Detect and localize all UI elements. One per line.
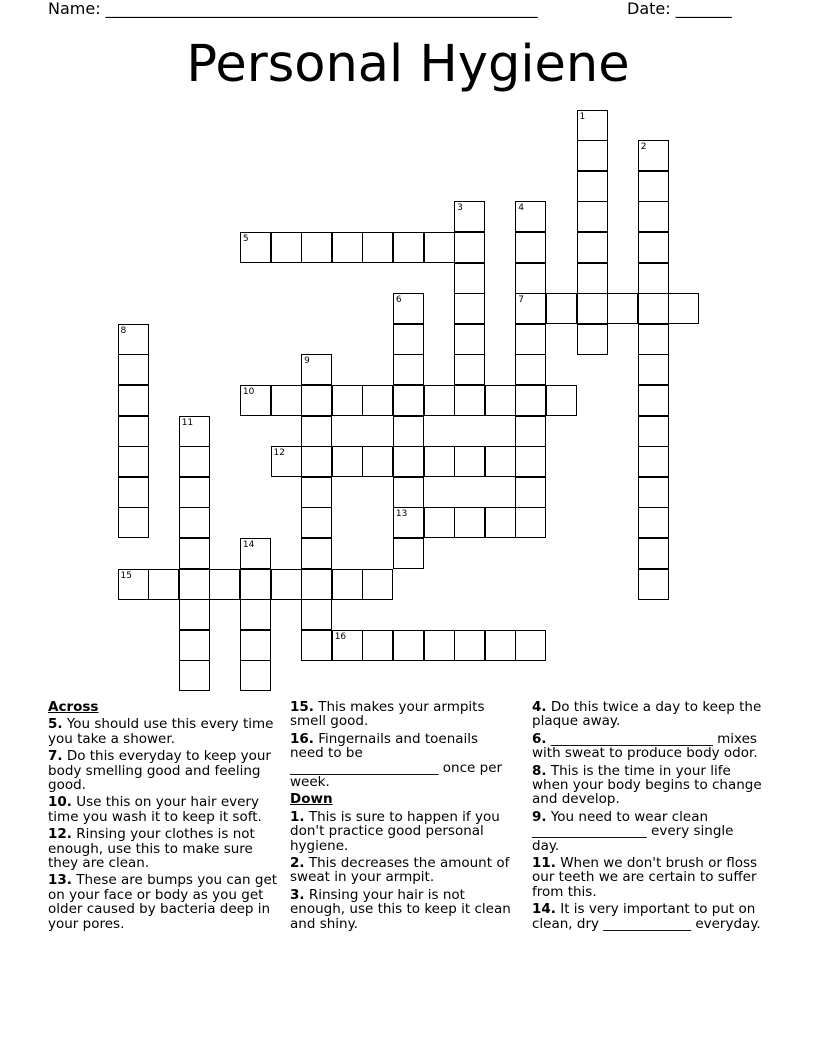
- grid-cell[interactable]: [240, 538, 271, 569]
- grid-cell[interactable]: [118, 477, 149, 508]
- clue-number: 8.: [532, 762, 547, 779]
- clue: [290, 856, 512, 885]
- clue-number: 15.: [290, 699, 314, 715]
- clue-text: This makes your armpits smell good.: [290, 699, 485, 730]
- clue-number: 2.: [290, 855, 305, 872]
- clue: [290, 810, 512, 853]
- grid-cell[interactable]: [271, 569, 302, 600]
- clue-number: 3: [457, 203, 463, 214]
- grid-cell[interactable]: [454, 263, 485, 294]
- grid-cell[interactable]: [179, 660, 210, 691]
- grid-cell[interactable]: [424, 630, 455, 661]
- grid-cell[interactable]: [301, 538, 332, 569]
- grid-cell[interactable]: [485, 446, 516, 477]
- grid-cell[interactable]: [515, 263, 546, 294]
- grid-cell[interactable]: [332, 569, 363, 600]
- grid-cell[interactable]: [301, 354, 332, 385]
- grid-cell[interactable]: [362, 569, 393, 600]
- grid-cell[interactable]: [393, 324, 424, 355]
- grid-cell[interactable]: [179, 477, 210, 508]
- grid-cell[interactable]: [301, 599, 332, 630]
- grid-cell[interactable]: [485, 630, 516, 661]
- grid-cell[interactable]: [332, 232, 363, 263]
- grid-cell[interactable]: [179, 446, 210, 477]
- clue: [48, 827, 280, 870]
- grid-cell[interactable]: [118, 446, 149, 477]
- clue-number: 3.: [290, 886, 305, 903]
- grid-cell[interactable]: [424, 232, 455, 263]
- clue-text: This is sure to happen if you don't practice good personal hygiene.: [290, 808, 500, 854]
- clue-number: 1: [579, 111, 586, 122]
- grid-cell[interactable]: [393, 416, 424, 447]
- grid-cell[interactable]: [118, 385, 149, 416]
- clues-column-3: [532, 700, 762, 934]
- grid-cell[interactable]: [393, 477, 424, 508]
- grid-cell[interactable]: [118, 507, 149, 538]
- grid-cell[interactable]: [393, 538, 424, 569]
- grid-cell[interactable]: [577, 201, 608, 232]
- grid-cell[interactable]: [515, 385, 546, 416]
- clue-text: Rinsing your hair is not enough, use this to keep it clean and shiny.: [290, 886, 511, 932]
- page-title: Personal Hygiene: [186, 35, 630, 94]
- clue-number: 10: [242, 386, 255, 397]
- clue-text: This is the time in your life when your body begins to change and develop.: [532, 762, 762, 808]
- clue-number: 11: [181, 417, 194, 428]
- clue-number: 15: [120, 570, 132, 581]
- clue-text: When we don't brush or floss our teeth we are certain to suffer from this.: [532, 855, 758, 900]
- grid-cell[interactable]: [607, 293, 638, 324]
- grid-cell[interactable]: [240, 232, 271, 263]
- grid-cell[interactable]: [638, 385, 669, 416]
- grid-cell[interactable]: [362, 630, 393, 661]
- clue: [532, 700, 762, 729]
- clue-number: 11.: [532, 855, 556, 872]
- grid-cell[interactable]: [577, 232, 608, 263]
- grid-cell[interactable]: [209, 569, 240, 600]
- grid-cell[interactable]: [179, 507, 210, 538]
- grid-cell[interactable]: [118, 324, 149, 355]
- grid-cell[interactable]: [638, 507, 669, 538]
- grid-cell[interactable]: [271, 232, 302, 263]
- clue: [48, 749, 280, 792]
- grid-cell[interactable]: [393, 232, 424, 263]
- grid-cell[interactable]: [454, 324, 485, 355]
- grid-cell[interactable]: [240, 569, 271, 600]
- grid-cell[interactable]: [332, 630, 363, 661]
- grid-cell[interactable]: [638, 569, 669, 600]
- grid-cell[interactable]: [118, 569, 149, 600]
- clue: [532, 856, 762, 899]
- grid-cell[interactable]: [301, 446, 332, 477]
- clue-number: 13: [395, 509, 408, 520]
- grid-cell[interactable]: [179, 599, 210, 630]
- clue: [290, 732, 512, 790]
- grid-cell[interactable]: [301, 232, 332, 263]
- clue: [290, 700, 512, 729]
- grid-cell[interactable]: [454, 446, 485, 477]
- grid-cell[interactable]: [638, 201, 669, 232]
- clue-number: 13.: [48, 872, 72, 889]
- grid-cell[interactable]: [638, 263, 669, 294]
- grid-cell[interactable]: [638, 477, 669, 508]
- clue-number: 10.: [48, 794, 72, 811]
- grid-cell[interactable]: [424, 507, 455, 538]
- grid-cell[interactable]: [301, 416, 332, 447]
- grid-cell[interactable]: [515, 293, 546, 324]
- clue-number: 1.: [290, 808, 305, 825]
- grid-cell[interactable]: [240, 599, 271, 630]
- grid-cell[interactable]: [454, 201, 485, 232]
- grid-cell[interactable]: [271, 446, 302, 477]
- clue-number: 14: [242, 539, 255, 550]
- clue-number: 5.: [48, 716, 63, 733]
- clue: [532, 732, 762, 761]
- grid-cell[interactable]: [454, 232, 485, 263]
- grid-cell[interactable]: [577, 140, 608, 171]
- grid-cell[interactable]: [179, 538, 210, 569]
- clue-text: Fingernails and toenails need to be ______________________ once per week.: [290, 730, 503, 791]
- down-heading: Down: [290, 791, 333, 808]
- grid-cell[interactable]: [301, 630, 332, 661]
- clue-number: 7: [518, 295, 525, 306]
- grid-cell[interactable]: [454, 630, 485, 661]
- clue-number: 16.: [290, 730, 314, 747]
- clue-text: You should use this every time you take a shower.: [48, 716, 274, 747]
- grid-cell[interactable]: [515, 630, 546, 661]
- grid-cell[interactable]: [332, 446, 363, 477]
- grid-cell[interactable]: [638, 538, 669, 569]
- clue-number: 16: [334, 631, 347, 642]
- grid-cell[interactable]: [393, 293, 424, 324]
- grid-cell[interactable]: [454, 354, 485, 385]
- clue-text: Do this twice a day to keep the plaque away.: [532, 699, 762, 730]
- clue: [532, 902, 762, 931]
- grid-cell[interactable]: [638, 293, 669, 324]
- clue-number: 7.: [48, 748, 63, 765]
- grid-cell[interactable]: [515, 416, 546, 447]
- grid-cell[interactable]: [515, 507, 546, 538]
- clue: [48, 795, 280, 824]
- grid-cell[interactable]: [577, 263, 608, 294]
- grid-cell[interactable]: [332, 385, 363, 416]
- clue-number: 5: [242, 233, 249, 244]
- grid-cell[interactable]: [668, 293, 699, 324]
- grid-cell[interactable]: [515, 201, 546, 232]
- grid-cell[interactable]: [393, 446, 424, 477]
- grid-cell[interactable]: [638, 416, 669, 447]
- clue: [48, 873, 280, 931]
- grid-cell[interactable]: [638, 140, 669, 171]
- clue: [290, 888, 512, 931]
- clue-number: 9.: [532, 808, 547, 825]
- grid-cell[interactable]: [118, 354, 149, 385]
- clue-text: This decreases the amount of sweat in your armpit.: [290, 855, 510, 886]
- grid-cell[interactable]: [362, 232, 393, 263]
- grid-cell[interactable]: [515, 477, 546, 508]
- grid-cell[interactable]: [638, 324, 669, 355]
- grid-cell[interactable]: [393, 385, 424, 416]
- grid-cell[interactable]: [454, 507, 485, 538]
- grid-cell[interactable]: [515, 446, 546, 477]
- name-field-label: Name: ______________________________________________________: [48, 0, 538, 18]
- clue: [48, 717, 280, 746]
- grid-cell[interactable]: [546, 385, 577, 416]
- grid-cell[interactable]: [424, 385, 455, 416]
- clue-number: 6.: [532, 730, 547, 747]
- grid-cell[interactable]: [393, 354, 424, 385]
- grid-cell[interactable]: [240, 660, 271, 691]
- grid-cell[interactable]: [393, 630, 424, 661]
- clues-column-2: [290, 700, 512, 934]
- clue-number: 8: [120, 325, 127, 336]
- grid-cell[interactable]: [362, 446, 393, 477]
- clue-text: Do this everyday to keep your body smelling good and feeling good.: [48, 748, 271, 794]
- grid-cell[interactable]: [454, 385, 485, 416]
- grid-cell[interactable]: [424, 446, 455, 477]
- clue-text: It is very important to put on clean, dry _____________ everyday.: [532, 901, 761, 932]
- grid-cell[interactable]: [515, 354, 546, 385]
- clue-number: 2: [640, 142, 647, 153]
- clue-text: These are bumps you can get on your face or body as you get older caused by bacteria deep in your pores.: [48, 872, 278, 932]
- clue-number: 4.: [532, 699, 547, 715]
- clue-text: ________________________ mixes with sweat to produce body odor.: [532, 730, 758, 762]
- grid-cell[interactable]: [393, 507, 424, 538]
- grid-cell[interactable]: [485, 385, 516, 416]
- clues-column-1: [48, 700, 280, 934]
- grid-cell[interactable]: [301, 385, 332, 416]
- grid-cell[interactable]: [454, 293, 485, 324]
- clue: [532, 764, 762, 807]
- grid-cell[interactable]: [148, 569, 179, 600]
- grid-cell[interactable]: [301, 569, 332, 600]
- grid-cell[interactable]: [362, 385, 393, 416]
- clue-number: 12: [273, 448, 285, 459]
- grid-cell[interactable]: [577, 324, 608, 355]
- grid-cell[interactable]: [240, 385, 271, 416]
- grid-cell[interactable]: [179, 630, 210, 661]
- grid-cell[interactable]: [577, 293, 608, 324]
- grid-cell[interactable]: [577, 110, 608, 141]
- clue-text: Rinsing your clothes is not enough, use this to make sure they are clean.: [48, 826, 255, 872]
- grid-cell[interactable]: [301, 507, 332, 538]
- clue-number: 6: [395, 295, 402, 306]
- grid-cell[interactable]: [240, 630, 271, 661]
- across-heading: Across: [48, 699, 99, 715]
- grid-cell[interactable]: [515, 324, 546, 355]
- clue-number: 4: [518, 203, 525, 214]
- clue-number: 12.: [48, 826, 72, 843]
- grid-cell[interactable]: [577, 171, 608, 202]
- grid-cell[interactable]: [271, 385, 302, 416]
- grid-cell[interactable]: [118, 416, 149, 447]
- grid-cell[interactable]: [638, 446, 669, 477]
- date-field-label: Date: _______: [627, 0, 732, 18]
- grid-cell[interactable]: [638, 171, 669, 202]
- clue-text: Use this on your hair every time you wash it to keep it soft.: [48, 794, 262, 825]
- clue-number: 9: [304, 356, 310, 367]
- grid-cell[interactable]: [638, 354, 669, 385]
- grid-cell[interactable]: [546, 293, 577, 324]
- grid-cell[interactable]: [485, 507, 516, 538]
- clue: [532, 810, 762, 853]
- grid-cell[interactable]: [179, 569, 210, 600]
- grid-cell[interactable]: [638, 232, 669, 263]
- grid-cell[interactable]: [301, 477, 332, 508]
- grid-cell[interactable]: [179, 416, 210, 447]
- clue-text: You need to wear clean _________________ every single day.: [532, 808, 734, 854]
- grid-cell[interactable]: [515, 232, 546, 263]
- clue-number: 14.: [532, 901, 556, 918]
